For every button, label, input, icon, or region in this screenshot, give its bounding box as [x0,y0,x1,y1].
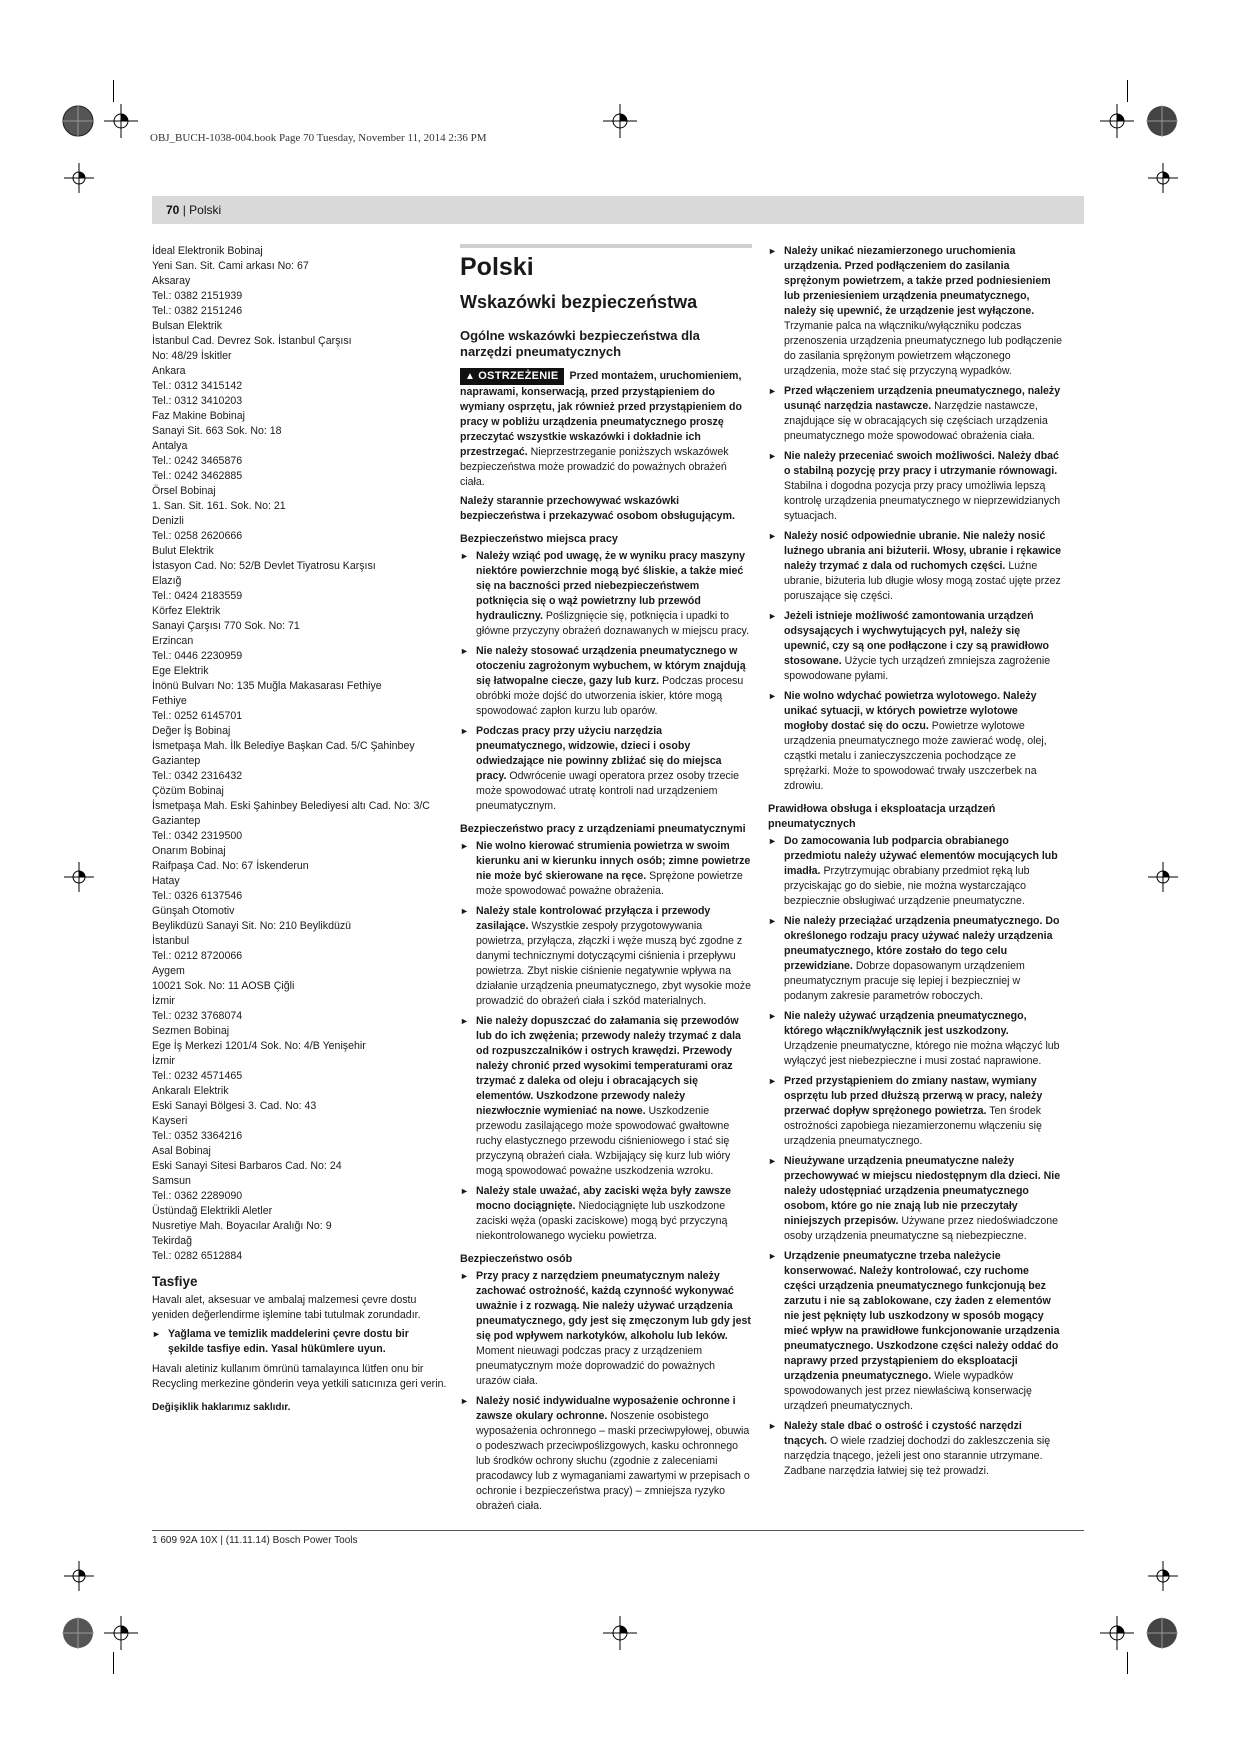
bullet-arrow-icon: ► [768,246,777,256]
warning-normal-text: Nieprzestrzeganie poniższych wskazówek bezpieczeństwa może prowadzić do poważnych obrażeń ciała. [460,446,729,488]
address-line: Tel.: 0342 2319500 [152,830,243,842]
address-company: Aygem [152,965,185,977]
address-line: Hatay [152,875,180,887]
safety-bullet-item [460,549,752,639]
bullet-text: Wiele wypadków spowodowanych jest przez niewłaściwą konserwację urządzeń pneumatycznych. [784,1370,1032,1412]
book-file-line: OBJ_BUCH-1038-004.book Page 70 Tuesday, November 11, 2014 2:36 PM [150,132,487,144]
bullet-arrow-icon: ► [768,1251,777,1261]
tasfiye-bullet-text: Yağlama ve temizlik maddelerini çevre dostu bir şekilde tasfiye edin. Yasal hükümlere uyun. [168,1328,409,1355]
address-block [152,544,447,604]
bullet-arrow-icon: ► [460,1016,469,1026]
bullet-bold-text: Należy stale kontrolować przyłącza i przewody zasilające. [476,905,711,932]
bullet-text: Poślizgnięcie się, potknięcia i upadki to główne przyczyny obrażeń doznawanych w miejscu pracy. [476,610,750,637]
bullet-bold-text: Do zamocowania lub podparcia obrabianego przedmiotu należy używać elementów mocujących lub imadła. [784,835,1058,877]
crosshair-mark-right-middle [1148,862,1178,892]
bullet-text: Ten środek ostrożności zapobiega niezamierzonemu włączeniu się urządzenia pneumatycznego. [784,1105,1042,1147]
page-footer: 1 609 92A 10X | (11.11.14) Bosch Power Tools [152,1530,1084,1546]
address-line: Tel.: 0232 4571465 [152,1070,243,1082]
tasfiye-heading: Tasfiye [152,1274,198,1289]
address-line: Tel.: 0424 2183559 [152,590,243,602]
bullet-bold-text: Należy nosić odpowiednie ubranie. Nie należy nosić luźnego ubrania ani biżuterii. Włosy, ubranie i rękawice należy trzymać z dala od ruchomych części. [784,530,1062,572]
address-block [152,664,447,724]
address-block [152,1084,447,1144]
address-block [152,904,447,964]
registration-mark-top-right [1146,105,1178,137]
bullet-bold-text: Nie należy dopuszczać do załamania się przewodów lub do ich zwężenia; przewody należy trzymać z dala od rozpuszczalników i ostrych krawędzi. Przewody należy chronić przed wysokimi temperaturami oraz trzymać z daleka od oleju i obracających się elementów. Uszkodzone przewody należy niezwłocznie wymieniać na nowe. [476,1015,741,1117]
address-line: İzmir [152,995,175,1007]
address-company: Sezmen Bobinaj [152,1025,230,1037]
bullet-arrow-icon: ► [768,531,777,541]
address-company: Ege Elektrik [152,665,209,677]
address-block [152,784,447,844]
safety-bullet-item [768,1419,1062,1479]
address-block [152,964,447,1024]
address-company: Bulsan Elektrik [152,320,223,332]
crosshair-mark-left-top [64,163,94,193]
bullet-text: Użycie tych urządzeń zmniejsza zagrożenie spowodowane pyłami. [784,655,1051,682]
bullet-text: Noszenie osobistego wyposażenia ochronnego – maski przeciwpyłowej, obuwia o podeszwach przeciwpoślizgowych, kasku ochronnego lub środków ochrony słuchu (zgodnie z zaleceniami pracodawcy lub z wymaganiami zawartymi w przepisach o ochronie i bezpieczeństwa pracy) – zmniejsza ryzyko obrażeń ciała. [476,1410,750,1512]
bullet-text: O wiele rzadziej dochodzi do zakleszczenia się narzędzia tnącego, jeżeli jest ono starannie utrzymane. Zadbane narzędzia łatwiej się też prowadzi. [784,1435,1051,1477]
bullet-arrow-icon: ► [460,1396,469,1406]
address-company: Onarım Bobinaj [152,845,226,857]
page-header-bar [152,196,1084,224]
address-line: Eski Sanayi Bölgesi 3. Cad. No: 43 [152,1100,317,1112]
address-company: Değer İş Bobinaj [152,725,231,737]
bullet-bold-text: Podczas pracy przy użyciu narzędzia pneumatycznego, widzowie, dzieci i osoby odwiedzające nie powinny zbliżać się do miejsca pracy. [476,725,722,782]
address-line: Tekirdağ [152,1235,193,1247]
bullet-arrow-icon: ► [768,916,777,926]
address-block [152,244,447,319]
address-block [152,1144,447,1204]
crop-line-top-right [1127,80,1128,102]
crosshair-mark-left-bottom [64,1561,94,1591]
safety-sections [460,532,752,1514]
address-block [152,604,447,664]
handling-heading: Prawidłowa obsługa i eksploatacja urządzeń pneumatycznych [768,803,996,830]
bullet-bold-text: Nie należy używać urządzenia pneumatycznego, którego włącznik/wyłącznik jest uszkodzony. [784,1010,1027,1037]
bullet-text: Narzędzie nastawcze, znajdujące się w obracających się częściach urządzenia pneumatycznego może spowodować obrażenia ciała. [784,400,1048,442]
bullet-text: Uszkodzenie przewodu zasilającego może spowodować gwałtowne ruchy elastycznego przewodu ciśnieniowego i stać się przyczyną obrażeń ciała. Wzbijający się kurz lub wióry mogą spowodować poważne uszkodzenia wzroku. [476,1105,731,1177]
bullet-arrow-icon: ► [768,386,777,396]
address-block [152,1024,447,1084]
address-line: Tel.: 0232 3768074 [152,1010,243,1022]
bullet-arrow-icon: ► [460,841,469,851]
address-line: Gaziantep [152,815,201,827]
safety-bullet-item [768,689,1062,794]
address-line: Gaziantep [152,755,201,767]
bullet-bold-text: Należy stale uważać, aby zaciski węża były zawsze mocno dociągnięte. [476,1185,731,1212]
bullet-bold-text: Nie należy przeceniać swoich możliwości. Należy dbać o stabilną pozycję przy pracy i utrzymanie równowagi. [784,450,1059,477]
tasfiye-paragraph-1: Havalı alet, aksesuar ve ambalaj malzemesi çevre dostu yeniden değerlendirme işlemine tabi tutulmak zorundadır. [152,1294,421,1321]
address-block [152,844,447,904]
section-heading: Bezpieczeństwo osób [460,1253,573,1265]
address-line: Ege İş Merkezi 1201/4 Sok. No: 4/B Yenişehir [152,1040,366,1052]
bullet-bold-text: Przed przystąpieniem do zmiany nastaw, wymiany osprzętu lub przed dłuższą przerwą w pracy, należy przerwać dopływ sprężonego powietrza. [784,1075,1043,1117]
address-line: İsmetpaşa Mah. İlk Belediye Başkan Cad. 5/C Şahinbey [152,740,415,752]
safety-bullet-item [460,644,752,719]
bullet-arrow-icon: ► [460,1186,469,1196]
safety-bullet-item [460,724,752,814]
address-line: Eski Sanayi Sitesi Barbaros Cad. No: 24 [152,1160,342,1172]
address-line: Tel.: 0242 3462885 [152,470,243,482]
safety-bullet-item [768,914,1062,1004]
bullet-text: Sprężone powietrze może spowodować poważne obrażenia. [476,870,743,897]
address-line: Aksaray [152,275,191,287]
safety-bullet-item [460,839,752,899]
address-line: Tel.: 0252 6145701 [152,710,243,722]
safety-bullet-item [768,1009,1062,1069]
address-line: Beylikdüzü Sanayi Sit. No: 210 Beylikdüzü [152,920,352,932]
crosshair-mark-bottom-right [1100,1616,1134,1650]
bullet-bold-text: Nie należy stosować urządzenia pneumatycznego w otoczeniu zagrożonym wybuchem, w którym znajdują się łatwopalne ciecze, gazy lub kurz. [476,645,746,687]
safety-bullet-item [768,834,1062,909]
crosshair-mark-right-bottom [1148,1561,1178,1591]
bullet-arrow-icon: ► [768,1156,777,1166]
address-line: Ankara [152,365,186,377]
address-company: Günşah Otomotiv [152,905,235,917]
address-line: Denizli [152,515,184,527]
address-line: Tel.: 0342 2316432 [152,770,243,782]
address-line: İsmetpaşa Mah. Eski Şahinbey Belediyesi altı Cad. No: 3/C [152,800,430,812]
page-header: 70 | Polski [166,203,222,217]
address-company: Asal Bobinaj [152,1145,211,1157]
bullet-arrow-icon: ► [460,551,469,561]
address-company: İdeal Elektronik Bobinaj [152,245,263,257]
safety-bullet-item [768,1249,1062,1414]
tasfiye-bullet [152,1327,447,1357]
warning-triangle-icon: ▲ [465,371,476,382]
safety-bullet-item [460,1394,752,1514]
bullet-text: Moment nieuwagi podczas pracy z urządzeniem pneumatycznym może doprowadzić do poważnych urazów ciała. [476,1345,716,1387]
address-line: Tel.: 0382 2151939 [152,290,243,302]
address-block [152,1204,447,1264]
address-line: İstanbul Cad. Devrez Sok. İstanbul Çarşısı [152,335,352,347]
bullet-bold-text: Urządzenie pneumatyczne trzeba należycie konserwować. Należy kontrolować, czy ruchome części urządzenia pneumatycznego funkcjonują bez zarzutu i nie są zablokowane, czy żaden z elementów nie jest pęknięty lub uszkodzony w sposób mogący mieć wpływ na prawidłowe funkcjonowanie urządzenia pneumatycznego. Uszkodzone części należy oddać do naprawy przed przystąpieniem do eksploatacji urządzenia pneumatycznego. [784,1250,1060,1382]
polish-safety-column [460,244,752,1519]
address-line: Sanayi Çarşısı 770 Sok. No: 71 [152,620,300,632]
bullet-bold-text: Przy pracy z narzędziem pneumatycznym należy zachować ostrożność, każdą czynność wykonywać uważnie i z rozwagą. Nie należy używać urządzenia pneumatycznego, gdy jest się zmęczonym lub gdy jest się pod wpływem narkotyków, alkoholu lub leków. [476,1270,751,1342]
bullet-bold-text: Nieużywane urządzenia pneumatyczne należy przechowywać w miejscu niedostępnym dla dzieci. Nie należy udostępniać urządzenia pneumatycznego osobom, które go nie znają lub nie przeczytały niniejszych przepisów. [784,1155,1061,1227]
address-company: Faz Makine Bobinaj [152,410,246,422]
address-line: Tel.: 0312 3415142 [152,380,243,392]
bullet-text: Urządzenie pneumatyczne, którego nie można włączyć lub wyłączyć jest niebezpieczne i musi zostać naprawione. [784,1040,1060,1067]
crop-line-bottom-right [1127,1652,1128,1674]
safety-bullet-item [768,244,1062,379]
bullet-text: Używane przez niedoświadczone osoby urządzenia pneumatyczne są niebezpieczne. [784,1215,1058,1242]
bullet-text: Luźne ubranie, biżuteria lub długie włosy mogą zostać ujęte przez poruszające się części. [784,560,1061,602]
safety-bullet-item [768,1154,1062,1244]
address-line: Tel.: 0446 2230959 [152,650,243,662]
warning-paragraph [460,368,752,490]
address-line: Erzincan [152,635,194,647]
address-block [152,484,447,544]
safety-bullet-item [460,1014,752,1179]
section-heading: Bezpieczeństwo miejsca pracy [460,533,618,545]
address-line: İstasyon Cad. No: 52/B Devlet Tiyatrosu Karşısı [152,560,376,572]
crosshair-mark-top-right [1100,104,1134,138]
address-block [152,319,447,409]
crosshair-mark-right-top [1148,163,1178,193]
address-line: Tel.: 0212 8720066 [152,950,243,962]
section-heading: Bezpieczeństwo pracy z urządzeniami pneumatycznymi [460,823,746,835]
bullet-arrow-icon: ► [768,1421,777,1431]
handling-items [768,834,1062,1479]
address-block [152,724,447,784]
address-line: İnönü Bulvarı No: 135 Muğla Makasarası Fethiye [152,680,382,692]
crop-line-bottom-left [113,1652,114,1674]
crosshair-mark-bottom-left [104,1616,138,1650]
bullet-bold-text: Należy nosić indywidualne wyposażenie ochronne i zawsze okulary ochronne. [476,1395,736,1422]
address-line: Kayseri [152,1115,188,1127]
address-company: Çözüm Bobinaj [152,785,224,797]
warning-bold-text: Przed montażem, uruchomieniem, naprawami, konserwacją, przed przystąpieniem do wymiany osprzętu, jak również przed przystąpieniem do pracy w pobliżu urządzenia pneumatycznego proszę przeczytać wszystkie wskazówki i dokładnie ich przestrzegać. [460,370,742,458]
address-block [152,409,447,484]
bullet-arrow-icon: ► [768,1011,777,1021]
language-heading: Polski [460,244,752,282]
address-company: Üstündağ Elektrikli Aletler [152,1205,273,1217]
address-line: Samsun [152,1175,191,1187]
registration-mark-bottom-left [62,1617,94,1649]
bullet-text: Powietrze wylotowe urządzenia pneumatycznego może zawierać wodę, olej, cząstki metalu i zanieczyszczenia pochodzące ze sprężarki. Może to spowodować trwały uszczerbek na zdrowiu. [784,720,1047,792]
bullet-bold-text: Nie należy przeciążać urządzenia pneumatycznego. Do określonego rodzaju pracy używać należy urządzenia pneumatycznego, które zostało do tego celu przewidziane. [784,915,1060,972]
bullet-bold-text: Należy unikać niezamierzonego uruchomienia urządzenia. Przed podłączeniem do zasilania sprężonym powietrzem, a także przed podniesieniem lub przeniesieniem urządzenia pneumatycznego, należy się upewnić, że urządzenie jest wyłączone. [784,245,1051,317]
bullet-arrow-icon: ► [460,646,469,656]
bullet-bold-text: Należy stale dbać o ostrość i czystość narzędzi tnących. [784,1420,1022,1447]
bullet-arrow-icon: ► [768,611,777,621]
address-line: 10021 Sok. No: 11 AOSB Çiğli [152,980,295,992]
address-column [152,244,447,1415]
bullet-text: Wszystkie zespoły przygotowywania powietrza, przyłącza, złączki i węże muszą być zgodne z danymi technicznymi dotyczącymi ciśnienia i przepływu powietrza. Zbyt niskie ciśnienie negatywnie wpływa na działanie urządzenia pneumatycznego, zbyt wysokie może prowadzić do obrażeń ciała i szkód materialnych. [476,920,751,1007]
address-company: Ankaralı Elektrik [152,1085,229,1097]
bullet-text: Niedociągnięte lub uszkodzone zaciski węża (opaski zaciskowe) mogą być przyczyną niekontrolowanego wycieku powietrza. [476,1200,728,1242]
address-company: Bulut Elektrik [152,545,214,557]
bullet-text: Podczas procesu obróbki może dojść do utworzenia iskier, które mogą spowodować zapłon kurzu lub oparów. [476,675,744,717]
bullet-bold-text: Nie wolno wdychać powietrza wylotowego. Należy unikać sytuacji, w których powietrze wylotowe mogłoby dostać się do oczu. [784,690,1037,732]
warning-label-text: OSTRZEŻENIE [478,370,559,382]
safety-bullet-item [768,529,1062,604]
bullet-text: Dobrze dopasowanym urządzeniem pneumatycznym pracuje się lepiej i bezpieczniej w podanym zakresie parametrów roboczych. [784,960,1025,1002]
polish-safety-column-continued [768,244,1062,1484]
address-company: Körfez Elektrik [152,605,221,617]
address-line: Fethiye [152,695,187,707]
bullet-arrow-icon: ► [768,1076,777,1086]
bullet-bold-text: Przed włączeniem urządzenia pneumatycznego, należy usunąć narzędzia nastawcze. [784,385,1061,412]
bullet-arrow-icon: ► [768,836,777,846]
personal-safety-items [768,244,1062,794]
bullet-arrow-icon: ► [460,1271,469,1281]
bullet-arrow-icon: ► [460,726,469,736]
bullet-arrow-icon: ► [768,451,777,461]
address-line: Raifpaşa Cad. No: 67 İskenderun [152,860,309,872]
address-line: Yeni San. Sit. Cami arkası No: 67 [152,260,309,272]
address-line: Tel.: 0242 3465876 [152,455,243,467]
address-line: Tel.: 0362 2289090 [152,1190,243,1202]
warning-label [460,368,564,385]
bullet-arrow-icon: ► [768,691,777,701]
address-line: Tel.: 0382 2151246 [152,305,243,317]
address-line: Antalya [152,440,188,452]
safety-heading: Wskazówki bezpieczeństwa [460,292,698,312]
tasfiye-paragraph-2: Havalı aletiniz kullanım ömrünü tamalayınca lütfen onu bir Recycling merkezine gönderin veya yetkili satıcınıza geri verin. [152,1363,447,1390]
bullet-bold-text: Nie wolno kierować strumienia powietrza w swoim kierunku ani w kierunku innych osób; zimne powietrze nie może być skierowane na ręce. [476,840,751,882]
address-line: Nusretiye Mah. Boyacılar Aralığı No: 9 [152,1220,332,1232]
crosshair-mark-bottom-center [603,1616,637,1650]
keep-instructions-text: Należy starannie przechowywać wskazówki bezpieczeństwa i przekazywać osobom obsługującym. [460,495,735,522]
registration-mark-bottom-right [1146,1617,1178,1649]
bullet-text: Odwrócenie uwagi operatora przez osoby trzecie może spowodować utratę kontroli nad urządzeniem pneumatycznym. [476,770,740,812]
address-line: 1. San. Sit. 161. Sok. No: 21 [152,500,286,512]
safety-bullet-item [460,1269,752,1389]
change-note: Değişiklik haklarımız saklıdır. [152,1402,291,1413]
crosshair-mark-left-middle [64,862,94,892]
address-line: Tel.: 0352 3364216 [152,1130,243,1142]
page-section: Polski [189,203,222,217]
registration-mark-top-left [62,105,94,137]
bullet-arrow-icon: ► [460,906,469,916]
address-company: Örsel Bobinaj [152,485,216,497]
address-line: Tel.: 0282 6512884 [152,1250,243,1262]
address-line: İstanbul [152,935,190,947]
address-line: İzmir [152,1055,175,1067]
bullet-arrow-icon: ► [152,1329,161,1339]
general-safety-heading: Ogólne wskazówki bezpieczeństwa dla narzędzi pneumatycznych [460,328,700,359]
safety-bullet-item [768,609,1062,684]
bullet-bold-text: Należy wziąć pod uwagę, że w wyniku pracy maszyny niektóre powierzchnie mogą być śliskie, a także mieć się na baczności przed niebezpieczeństwem potknięcia się o wąż powietrzny lub przewód hydrauliczny. [476,550,746,622]
address-line: Elazığ [152,575,182,587]
address-line: Sanayi Sit. 663 Sok. No: 18 [152,425,282,437]
address-line: Tel.: 0258 2620666 [152,530,243,542]
safety-bullet-item [768,449,1062,524]
crop-line-top-left [113,80,114,102]
safety-bullet-item [460,1184,752,1244]
address-line: Tel.: 0312 3410203 [152,395,243,407]
bullet-bold-text: Jeżeli istnieje możliwość zamontowania urządzeń odsysających i wychwytujących pył, należy się upewnić, czy są one podłączone i czy są prawidłowo stosowane. [784,610,1049,667]
crosshair-mark-top-center [603,104,637,138]
address-line: Tel.: 0326 6137546 [152,890,243,902]
address-list [152,244,447,1264]
address-line: No: 48/29 İskitler [152,350,232,362]
crosshair-mark-top-left [104,104,138,138]
safety-bullet-item [768,384,1062,444]
safety-bullet-item [768,1074,1062,1149]
safety-bullet-item [460,904,752,1009]
bullet-text: Przytrzymując obrabiany przedmiot ręką lub przyciskając go do siebie, nie można wystarczająco bezpiecznie obsługiwać urządzenie pneumatyczne. [784,865,1030,907]
page-number: 70 [166,203,180,217]
bullet-text: Stabilna i dogodna pozycja przy pracy umożliwia lepszą kontrolę urządzenia pneumatycznego w nieprzewidzianych sytuacjach. [784,480,1061,522]
bullet-text: Trzymanie palca na włączniku/wyłączniku podczas przenoszenia urządzenia pneumatycznego lub podłączenie do zasilania sprężonym powietrzem włączonego urządzenia, może stać się przyczyną wypadków. [784,320,1062,377]
